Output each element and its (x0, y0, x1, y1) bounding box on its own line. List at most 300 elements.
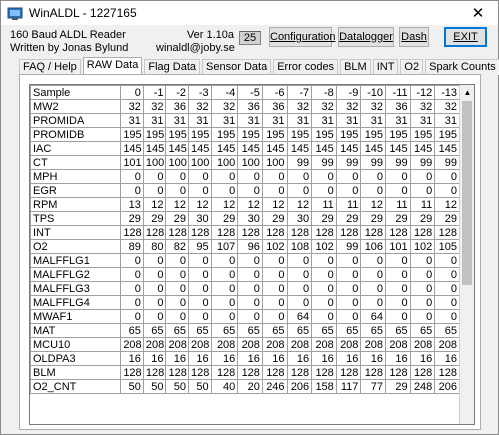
table-cell: 0 (312, 268, 337, 282)
table-cell: 0 (143, 268, 166, 282)
table-cell: 32 (312, 100, 337, 114)
table-cell: 65 (312, 324, 337, 338)
table-cell: 32 (287, 100, 312, 114)
table-cell: 99 (336, 156, 361, 170)
table-cell: 101 (121, 156, 144, 170)
tab-flag-data[interactable]: Flag Data (144, 59, 200, 75)
app-icon (7, 5, 23, 21)
table-cell: 0 (361, 268, 386, 282)
table-cell: 105 (435, 240, 460, 254)
table-cell: 36 (386, 100, 411, 114)
table-cell: 0 (435, 310, 460, 324)
table-cell: 0 (121, 296, 144, 310)
table-cell: 0 (410, 184, 435, 198)
table-cell: 0 (287, 282, 312, 296)
row-label: MWAF1 (31, 310, 121, 324)
column-header: -10 (361, 86, 386, 100)
table-cell: 145 (166, 142, 189, 156)
table-row (31, 184, 460, 198)
table-cell: 80 (143, 240, 166, 254)
table-cell: 13 (121, 198, 144, 212)
table-cell: 0 (410, 296, 435, 310)
column-header: -9 (336, 86, 361, 100)
table-cell: 16 (262, 352, 287, 366)
table-cell: 65 (166, 324, 189, 338)
table-cell: 0 (287, 296, 312, 310)
table-cell: 195 (312, 128, 337, 142)
app-description: 160 Baud ALDL Reader (10, 29, 126, 41)
table-cell: 31 (211, 114, 238, 128)
table-cell: 0 (211, 282, 238, 296)
email-label: winaldl@joby.se (156, 42, 235, 54)
table-cell: 0 (386, 296, 411, 310)
table-cell: 195 (435, 128, 460, 142)
table-cell: 246 (262, 380, 287, 394)
table-cell: 16 (410, 352, 435, 366)
table-cell: 145 (262, 142, 287, 156)
tab-spark-counts[interactable]: Spark Counts (425, 59, 499, 75)
table-cell: 145 (312, 142, 337, 156)
table-cell: 0 (143, 310, 166, 324)
tab-int[interactable]: INT (373, 59, 399, 75)
table-cell: 208 (166, 338, 189, 352)
row-label: O2_CNT (31, 380, 121, 394)
table-cell: 32 (336, 100, 361, 114)
table-cell: 65 (386, 324, 411, 338)
table-cell: 0 (386, 184, 411, 198)
table-cell: 128 (189, 366, 212, 380)
table-row (31, 114, 460, 128)
sample-counter: 25 (239, 31, 261, 45)
table-cell: 0 (189, 296, 212, 310)
table-cell: 145 (211, 142, 238, 156)
table-cell: 0 (336, 170, 361, 184)
table-cell: 0 (287, 268, 312, 282)
table-cell: 102 (312, 240, 337, 254)
table-cell: 0 (211, 268, 238, 282)
table-cell: 11 (386, 198, 411, 212)
table-row (31, 324, 460, 338)
table-cell: 128 (262, 366, 287, 380)
table-cell: 195 (361, 128, 386, 142)
row-label: PROMIDA (31, 114, 121, 128)
table-cell: 128 (312, 366, 337, 380)
table-cell: 128 (262, 226, 287, 240)
table-cell: 0 (189, 310, 212, 324)
table-cell: 11 (410, 198, 435, 212)
table-cell: 0 (143, 254, 166, 268)
table-cell: 0 (211, 170, 238, 184)
table-cell: 128 (336, 226, 361, 240)
table-cell: 0 (336, 268, 361, 282)
table-cell: 12 (211, 198, 238, 212)
scrollbar-thumb[interactable] (462, 101, 472, 285)
table-cell: 0 (287, 170, 312, 184)
table-row (31, 128, 460, 142)
table-cell: 145 (410, 142, 435, 156)
table-cell: 145 (143, 142, 166, 156)
tab-blm[interactable]: BLM (340, 59, 371, 75)
table-cell: 0 (435, 296, 460, 310)
table-cell: 20 (238, 380, 263, 394)
table-cell: 82 (166, 240, 189, 254)
table-cell: 29 (336, 212, 361, 226)
table-cell: 0 (166, 310, 189, 324)
table-cell: 99 (410, 156, 435, 170)
table-cell: 30 (238, 212, 263, 226)
table-cell: 64 (361, 310, 386, 324)
table-cell: 29 (211, 212, 238, 226)
table-cell: 100 (189, 156, 212, 170)
table-cell: 89 (121, 240, 144, 254)
table-cell: 31 (435, 114, 460, 128)
table-cell: 0 (262, 282, 287, 296)
table-row (31, 142, 460, 156)
table-cell: 36 (238, 100, 263, 114)
table-cell: 31 (238, 114, 263, 128)
table-cell: 208 (312, 338, 337, 352)
table-cell: 0 (262, 310, 287, 324)
table-cell: 29 (312, 212, 337, 226)
table-cell: 0 (361, 296, 386, 310)
table-cell: 128 (361, 226, 386, 240)
table-cell: 206 (287, 380, 312, 394)
table-cell: 29 (361, 212, 386, 226)
table-cell: 145 (336, 142, 361, 156)
table-cell: 32 (410, 100, 435, 114)
table-cell: 99 (435, 156, 460, 170)
row-label: MALFFLG3 (31, 282, 121, 296)
table-cell: 208 (287, 338, 312, 352)
table-row (31, 296, 460, 310)
column-header: -5 (238, 86, 263, 100)
table-cell: 195 (121, 128, 144, 142)
row-label: MCU10 (31, 338, 121, 352)
exit-button[interactable]: EXIT (444, 27, 487, 47)
table-row (31, 352, 460, 366)
table-cell: 145 (238, 142, 263, 156)
table-cell: 128 (211, 366, 238, 380)
table-cell: 0 (312, 254, 337, 268)
version-label: Ver 1.10a (186, 29, 234, 41)
table-cell: 195 (211, 128, 238, 142)
table-cell: 0 (312, 170, 337, 184)
table-cell: 65 (361, 324, 386, 338)
table-cell: 0 (211, 310, 238, 324)
table-cell: 0 (435, 268, 460, 282)
row-label: IAC (31, 142, 121, 156)
table-cell: 128 (435, 366, 460, 380)
table-row (31, 366, 460, 380)
table-cell: 0 (211, 296, 238, 310)
table-cell: 0 (262, 254, 287, 268)
vertical-scrollbar[interactable] (459, 85, 474, 424)
table-cell: 29 (166, 212, 189, 226)
table-cell: 99 (336, 240, 361, 254)
dash-button[interactable]: Dash (399, 27, 429, 47)
table-cell: 32 (435, 100, 460, 114)
table-cell: 0 (410, 268, 435, 282)
table-cell: 128 (386, 226, 411, 240)
table-cell: 36 (262, 100, 287, 114)
table-cell: 0 (262, 296, 287, 310)
table-cell: 96 (238, 240, 263, 254)
table-row (31, 212, 460, 226)
table-cell: 208 (189, 338, 212, 352)
row-label: INT (31, 226, 121, 240)
tab-error-codes[interactable]: Error codes (273, 59, 338, 75)
table-cell: 0 (143, 184, 166, 198)
table-row (31, 226, 460, 240)
table-cell: 100 (238, 156, 263, 170)
table-cell: 0 (238, 170, 263, 184)
table-cell: 50 (121, 380, 144, 394)
table-cell: 32 (189, 100, 212, 114)
tab-sensor-data[interactable]: Sensor Data (202, 59, 271, 75)
table-cell: 31 (336, 114, 361, 128)
table-cell: 100 (143, 156, 166, 170)
table-cell: 29 (410, 212, 435, 226)
table-cell: 0 (121, 282, 144, 296)
table-cell: 0 (238, 184, 263, 198)
scroll-up-icon[interactable]: ▲ (463, 87, 472, 97)
table-cell: 0 (410, 254, 435, 268)
table-cell: 248 (410, 380, 435, 394)
table-row (31, 338, 460, 352)
table-cell: 65 (189, 324, 212, 338)
table-cell: 95 (189, 240, 212, 254)
table-cell: 106 (361, 240, 386, 254)
table-cell: 128 (166, 226, 189, 240)
table-cell: 145 (287, 142, 312, 156)
column-header: -8 (312, 86, 337, 100)
table-cell: 16 (121, 352, 144, 366)
table-cell: 12 (287, 198, 312, 212)
table-cell: 65 (121, 324, 144, 338)
table-cell: 208 (211, 338, 238, 352)
table-cell: 12 (262, 198, 287, 212)
table-cell: 65 (211, 324, 238, 338)
row-label: MPH (31, 170, 121, 184)
window-title: WinALDL - 1227165 (29, 6, 137, 20)
configuration-button[interactable]: Configuration (269, 27, 332, 47)
table-cell: 0 (211, 184, 238, 198)
table-cell: 0 (312, 296, 337, 310)
table-cell: 31 (262, 114, 287, 128)
table-cell: 128 (435, 226, 460, 240)
table-cell: 208 (238, 338, 263, 352)
table-cell: 99 (361, 156, 386, 170)
table-cell: 32 (211, 100, 238, 114)
table-cell: 11 (336, 198, 361, 212)
table-cell: 30 (287, 212, 312, 226)
table-cell: 128 (166, 366, 189, 380)
table-cell: 16 (211, 352, 238, 366)
table-cell: 0 (361, 170, 386, 184)
table-cell: 32 (121, 100, 144, 114)
row-label: TPS (31, 212, 121, 226)
row-label: CT (31, 156, 121, 170)
table-cell: 31 (312, 114, 337, 128)
table-row (31, 156, 460, 170)
table-cell: 0 (336, 310, 361, 324)
table-cell: 0 (336, 254, 361, 268)
table-cell: 0 (410, 310, 435, 324)
table-cell: 195 (189, 128, 212, 142)
table-cell: 0 (336, 282, 361, 296)
column-header: -12 (410, 86, 435, 100)
table-cell: 128 (121, 226, 144, 240)
table-row (31, 254, 460, 268)
table-cell: 12 (435, 198, 460, 212)
table-cell: 65 (287, 324, 312, 338)
table-cell: 65 (336, 324, 361, 338)
table-cell: 31 (121, 114, 144, 128)
table-cell: 158 (312, 380, 337, 394)
table-cell: 128 (189, 226, 212, 240)
table-cell: 12 (143, 198, 166, 212)
table-cell: 32 (361, 100, 386, 114)
table-cell: 0 (386, 268, 411, 282)
table-cell: 0 (143, 282, 166, 296)
table-cell: 0 (262, 184, 287, 198)
column-header: 0 (121, 86, 144, 100)
table-cell: 101 (386, 240, 411, 254)
table-cell: 99 (312, 156, 337, 170)
table-cell: 107 (211, 240, 238, 254)
table-cell: 0 (435, 184, 460, 198)
table-cell: 0 (166, 282, 189, 296)
table-cell: 208 (435, 338, 460, 352)
table-cell: 195 (386, 128, 411, 142)
table-cell: 0 (410, 282, 435, 296)
table-cell: 29 (121, 212, 144, 226)
column-header: -13 (435, 86, 460, 100)
table-cell: 0 (121, 170, 144, 184)
table-cell: 128 (238, 366, 263, 380)
row-label: O2 (31, 240, 121, 254)
table-cell: 0 (287, 254, 312, 268)
table-cell: 0 (166, 254, 189, 268)
table-cell: 195 (166, 128, 189, 142)
column-header: -1 (143, 86, 166, 100)
table-cell: 0 (262, 170, 287, 184)
tab-o2[interactable]: O2 (400, 59, 423, 75)
table-cell: 16 (312, 352, 337, 366)
table-cell: 208 (121, 338, 144, 352)
column-header-sample: Sample (31, 86, 121, 100)
table-cell: 0 (435, 282, 460, 296)
table-cell: 0 (238, 282, 263, 296)
table-cell: 128 (386, 366, 411, 380)
table-cell: 0 (121, 184, 144, 198)
table-row (31, 240, 460, 254)
table-cell: 29 (386, 212, 411, 226)
table-cell: 128 (287, 366, 312, 380)
table-cell: 0 (166, 268, 189, 282)
table-cell: 29 (143, 212, 166, 226)
app-info (10, 29, 128, 55)
table-cell: 0 (336, 184, 361, 198)
column-header: -7 (287, 86, 312, 100)
table-cell: 0 (410, 170, 435, 184)
table-cell: 16 (361, 352, 386, 366)
table-row (31, 282, 460, 296)
table-cell: 0 (361, 184, 386, 198)
table-cell: 0 (312, 282, 337, 296)
table-cell: 0 (386, 170, 411, 184)
table-cell: 0 (435, 170, 460, 184)
table-cell: 11 (312, 198, 337, 212)
table-cell: 0 (287, 184, 312, 198)
table-cell: 65 (238, 324, 263, 338)
table-cell: 0 (211, 254, 238, 268)
table-cell: 0 (386, 282, 411, 296)
raw-data-table (30, 85, 460, 394)
table-cell: 128 (336, 366, 361, 380)
table-cell: 128 (238, 226, 263, 240)
table-cell: 65 (262, 324, 287, 338)
table-cell: 31 (189, 114, 212, 128)
table-row (31, 380, 460, 394)
table-cell: 0 (386, 310, 411, 324)
datalogger-button[interactable]: Datalogger (338, 27, 394, 47)
tab-raw-data[interactable]: RAW Data (83, 57, 143, 75)
table-cell: 30 (189, 212, 212, 226)
table-cell: 100 (211, 156, 238, 170)
table-cell: 31 (410, 114, 435, 128)
table-cell: 40 (211, 380, 238, 394)
table-cell: 31 (361, 114, 386, 128)
table-cell: 0 (121, 310, 144, 324)
version-info (156, 29, 234, 55)
table-cell: 128 (143, 366, 166, 380)
table-row (31, 170, 460, 184)
table-cell: 0 (361, 254, 386, 268)
table-cell: 0 (386, 254, 411, 268)
table-cell: 29 (386, 380, 411, 394)
table-cell: 0 (238, 296, 263, 310)
row-label: EGR (31, 184, 121, 198)
table-cell: 77 (361, 380, 386, 394)
row-label: RPM (31, 198, 121, 212)
tab-faq-help[interactable]: FAQ / Help (19, 59, 81, 75)
table-cell: 65 (435, 324, 460, 338)
table-cell: 0 (189, 282, 212, 296)
table-cell: 128 (143, 226, 166, 240)
row-label: MAT (31, 324, 121, 338)
table-cell: 128 (410, 226, 435, 240)
table-cell: 12 (166, 198, 189, 212)
table-cell: 16 (166, 352, 189, 366)
table-cell: 0 (166, 296, 189, 310)
tab-strip (19, 58, 499, 75)
table-cell: 208 (361, 338, 386, 352)
table-cell: 65 (410, 324, 435, 338)
table-cell: 0 (361, 282, 386, 296)
title-bar (1, 1, 498, 25)
table-cell: 128 (287, 226, 312, 240)
table-cell: 0 (189, 184, 212, 198)
row-label: MALFFLG1 (31, 254, 121, 268)
table-cell: 16 (238, 352, 263, 366)
table-cell: 65 (143, 324, 166, 338)
close-icon[interactable]: ✕ (471, 5, 485, 22)
table-cell: 0 (143, 296, 166, 310)
table-cell: 128 (312, 226, 337, 240)
row-label: MW2 (31, 100, 121, 114)
table-cell: 0 (312, 184, 337, 198)
